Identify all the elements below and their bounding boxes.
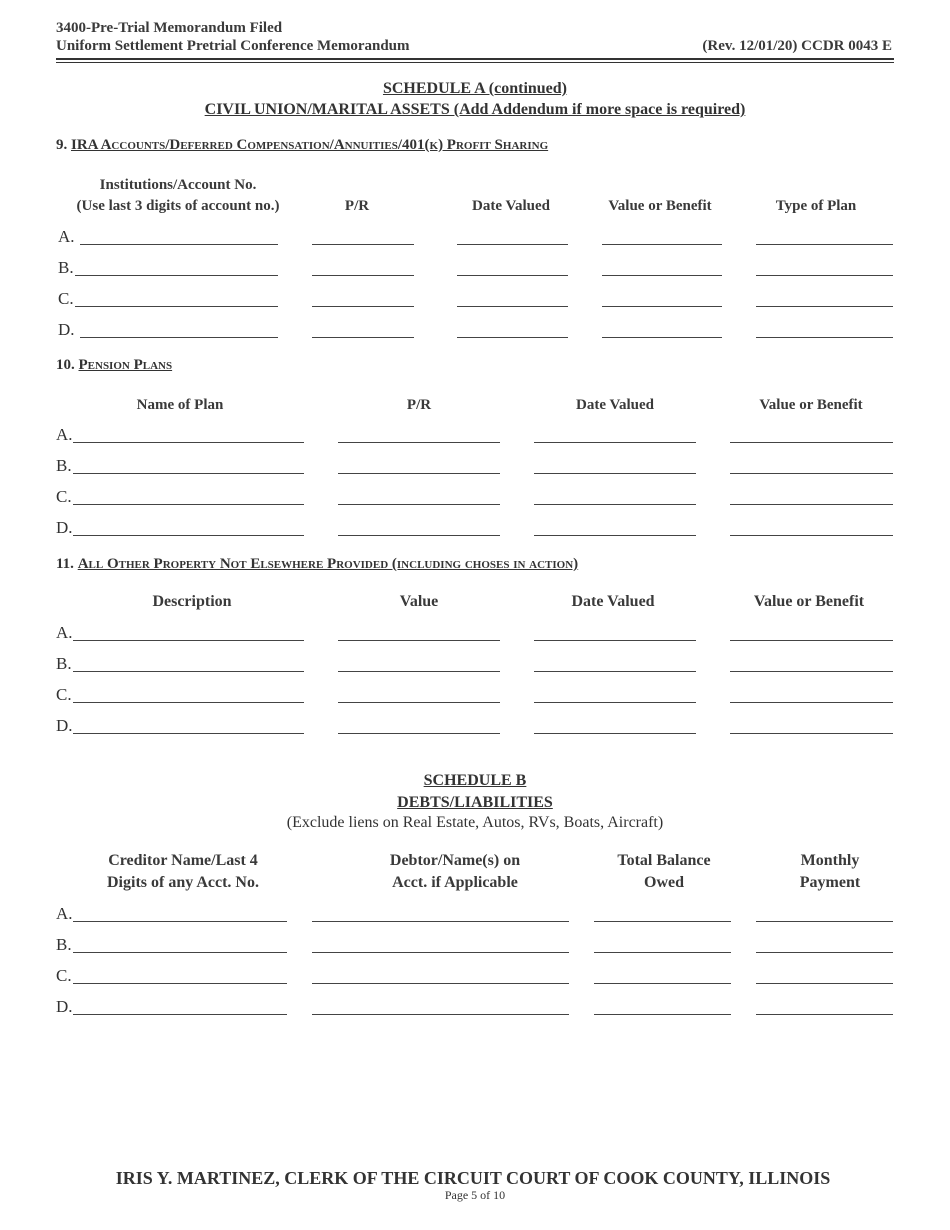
sb-col-payment-line1: Monthly bbox=[800, 852, 860, 869]
form-revision: (Rev. 12/01/20) CCDR 0043 E bbox=[702, 38, 892, 54]
schedule-b-note: (Exclude liens on Real Estate, Autos, RVs, Boats, Aircraft) bbox=[286, 814, 664, 831]
s10-row-a-pr-field[interactable] bbox=[338, 442, 500, 443]
s9-row-letter: D. bbox=[58, 320, 75, 339]
sb-row-d-payment-field[interactable] bbox=[756, 1014, 893, 1015]
section-11-title: All Other Property Not Elsewhere Provided (including choses in action) bbox=[77, 556, 579, 572]
s9-row-c-pr-field[interactable] bbox=[312, 306, 414, 307]
s10-row-d-value-field[interactable] bbox=[730, 535, 893, 536]
s10-row-c-date-field[interactable] bbox=[534, 504, 696, 505]
s9-col-type: Type of Plan bbox=[775, 198, 857, 214]
s10-row-a-date-field[interactable] bbox=[534, 442, 696, 443]
s11-col-value: Value bbox=[399, 593, 439, 610]
s10-row-d-pr-field[interactable] bbox=[338, 535, 500, 536]
s9-row-b-institution-field[interactable] bbox=[75, 275, 278, 276]
s9-row-d-value-field[interactable] bbox=[602, 337, 722, 338]
sb-row-d-creditor-field[interactable] bbox=[73, 1014, 287, 1015]
sb-row-c-balance-field[interactable] bbox=[594, 983, 731, 984]
schedule-b-subtitle: DEBTS/LIABILITIES bbox=[397, 794, 553, 811]
sb-row-letter: B. bbox=[56, 935, 72, 954]
s9-row-b-type-field[interactable] bbox=[756, 275, 893, 276]
form-subtitle: Uniform Settlement Pretrial Conference Memorandum bbox=[56, 38, 410, 54]
s10-row-b-value-field[interactable] bbox=[730, 473, 893, 474]
sb-row-letter: A. bbox=[56, 904, 73, 923]
s9-row-a-type-field[interactable] bbox=[756, 244, 893, 245]
schedule-b-title: SCHEDULE B bbox=[423, 772, 527, 789]
s11-row-d-description-field[interactable] bbox=[73, 733, 304, 734]
s11-row-c-date-field[interactable] bbox=[534, 702, 696, 703]
sb-row-a-balance-field[interactable] bbox=[594, 921, 731, 922]
s9-row-c-institution-field[interactable] bbox=[75, 306, 278, 307]
s9-row-letter: B. bbox=[58, 258, 74, 277]
section-10-heading bbox=[56, 357, 172, 374]
s11-col-value-benefit: Value or Benefit bbox=[753, 593, 865, 610]
s11-row-b-value-field[interactable] bbox=[338, 671, 500, 672]
sb-col-balance-line1: Total Balance bbox=[617, 852, 711, 869]
s9-row-letter: C. bbox=[58, 289, 74, 308]
sb-row-d-balance-field[interactable] bbox=[594, 1014, 731, 1015]
s11-row-c-value-field[interactable] bbox=[338, 702, 500, 703]
s9-row-c-date-field[interactable] bbox=[457, 306, 568, 307]
s9-row-d-pr-field[interactable] bbox=[312, 337, 414, 338]
footer-page-number: Page 5 of 10 bbox=[444, 1188, 506, 1202]
s11-row-c-benefit-field[interactable] bbox=[730, 702, 893, 703]
sb-col-creditor-line1: Creditor Name/Last 4 bbox=[108, 852, 258, 869]
s9-row-a-date-field[interactable] bbox=[457, 244, 568, 245]
sb-row-b-balance-field[interactable] bbox=[594, 952, 731, 953]
s9-row-a-pr-field[interactable] bbox=[312, 244, 414, 245]
s10-row-b-date-field[interactable] bbox=[534, 473, 696, 474]
schedule-a-title: SCHEDULE A (continued) bbox=[382, 80, 568, 97]
s10-row-c-value-field[interactable] bbox=[730, 504, 893, 505]
s9-row-c-value-field[interactable] bbox=[602, 306, 722, 307]
s11-col-date-valued: Date Valued bbox=[571, 593, 655, 610]
s10-row-c-name-field[interactable] bbox=[73, 504, 304, 505]
sb-row-b-debtor-field[interactable] bbox=[312, 952, 569, 953]
s10-row-b-pr-field[interactable] bbox=[338, 473, 500, 474]
s10-col-date-valued: Date Valued bbox=[576, 397, 654, 413]
sb-row-letter: D. bbox=[56, 997, 73, 1016]
footer-clerk: IRIS Y. MARTINEZ, CLERK OF THE CIRCUIT COURT OF COOK COUNTY, ILLINOIS bbox=[115, 1168, 831, 1188]
header-rule-thick bbox=[56, 58, 894, 60]
section-11-number: 11. bbox=[56, 556, 74, 572]
sb-col-debtor-line1: Debtor/Name(s) on bbox=[389, 852, 521, 869]
s9-row-b-date-field[interactable] bbox=[457, 275, 568, 276]
sb-row-b-payment-field[interactable] bbox=[756, 952, 893, 953]
s10-row-b-name-field[interactable] bbox=[73, 473, 304, 474]
section-9-number: 9. bbox=[56, 137, 68, 153]
sb-row-c-payment-field[interactable] bbox=[756, 983, 893, 984]
s10-col-value: Value or Benefit bbox=[759, 397, 863, 413]
sb-row-a-debtor-field[interactable] bbox=[312, 921, 569, 922]
section-11-heading bbox=[56, 556, 578, 573]
s9-row-letter: A. bbox=[58, 227, 75, 246]
sb-row-letter: C. bbox=[56, 966, 72, 985]
s11-row-c-description-field[interactable] bbox=[73, 702, 304, 703]
sb-row-b-creditor-field[interactable] bbox=[73, 952, 287, 953]
s10-row-c-pr-field[interactable] bbox=[338, 504, 500, 505]
sb-col-creditor-line2: Digits of any Acct. No. bbox=[107, 874, 259, 891]
s11-row-b-benefit-field[interactable] bbox=[730, 671, 893, 672]
s10-row-a-name-field[interactable] bbox=[73, 442, 304, 443]
s9-col-date-valued: Date Valued bbox=[472, 198, 550, 214]
s9-row-d-institution-field[interactable] bbox=[80, 337, 278, 338]
s11-row-d-date-field[interactable] bbox=[534, 733, 696, 734]
section-10-title: Pension Plans bbox=[78, 357, 173, 373]
s9-row-d-date-field[interactable] bbox=[457, 337, 568, 338]
s11-row-letter: B. bbox=[56, 654, 72, 673]
s11-row-b-description-field[interactable] bbox=[73, 671, 304, 672]
sb-col-debtor-line2: Acct. if Applicable bbox=[392, 874, 518, 891]
s10-row-d-date-field[interactable] bbox=[534, 535, 696, 536]
s10-row-letter: D. bbox=[56, 518, 73, 537]
sb-row-d-debtor-field[interactable] bbox=[312, 1014, 569, 1015]
s11-row-a-benefit-field[interactable] bbox=[730, 640, 893, 641]
s10-col-name: Name of Plan bbox=[136, 397, 224, 413]
s11-row-d-benefit-field[interactable] bbox=[730, 733, 893, 734]
schedule-a-subtitle: CIVIL UNION/MARITAL ASSETS (Add Addendum if more space is required) bbox=[204, 101, 746, 118]
section-9-title: IRA Accounts/Deferred Compensation/Annuities/401(k) Profit Sharing bbox=[71, 137, 549, 153]
s10-row-letter: A. bbox=[56, 425, 73, 444]
s9-row-b-value-field[interactable] bbox=[602, 275, 722, 276]
s10-row-letter: C. bbox=[56, 487, 72, 506]
s9-col-institution-line1: Institutions/Account No. bbox=[99, 177, 257, 193]
sb-row-a-creditor-field[interactable] bbox=[73, 921, 287, 922]
s11-row-a-value-field[interactable] bbox=[338, 640, 500, 641]
s9-row-a-institution-field[interactable] bbox=[80, 244, 278, 245]
s11-row-letter: C. bbox=[56, 685, 72, 704]
section-9-heading bbox=[56, 137, 548, 154]
sb-row-a-payment-field[interactable] bbox=[756, 921, 893, 922]
header-rule-thin bbox=[56, 62, 894, 63]
sb-row-c-creditor-field[interactable] bbox=[73, 983, 287, 984]
s10-row-d-name-field[interactable] bbox=[73, 535, 304, 536]
s11-row-letter: A. bbox=[56, 623, 73, 642]
form-title: 3400-Pre-Trial Memorandum Filed bbox=[56, 20, 283, 36]
s9-col-institution-line2: (Use last 3 digits of account no.) bbox=[76, 198, 280, 214]
sb-col-balance-line2: Owed bbox=[644, 874, 684, 891]
s11-row-letter: D. bbox=[56, 716, 73, 735]
s11-row-b-date-field[interactable] bbox=[534, 671, 696, 672]
s11-col-description: Description bbox=[152, 593, 232, 610]
s9-row-d-type-field[interactable] bbox=[756, 337, 893, 338]
s9-row-a-value-field[interactable] bbox=[602, 244, 722, 245]
sb-row-c-debtor-field[interactable] bbox=[312, 983, 569, 984]
s9-row-b-pr-field[interactable] bbox=[312, 275, 414, 276]
s11-row-a-description-field[interactable] bbox=[73, 640, 304, 641]
sb-col-payment-line2: Payment bbox=[799, 874, 861, 891]
s11-row-d-value-field[interactable] bbox=[338, 733, 500, 734]
s10-row-letter: B. bbox=[56, 456, 72, 475]
s10-row-a-value-field[interactable] bbox=[730, 442, 893, 443]
section-10-number: 10. bbox=[56, 357, 75, 373]
s9-col-value: Value or Benefit bbox=[608, 198, 712, 214]
s9-row-c-type-field[interactable] bbox=[756, 306, 893, 307]
s11-row-a-date-field[interactable] bbox=[534, 640, 696, 641]
s10-col-pr: P/R bbox=[406, 397, 432, 413]
s9-col-pr: P/R bbox=[344, 198, 370, 214]
